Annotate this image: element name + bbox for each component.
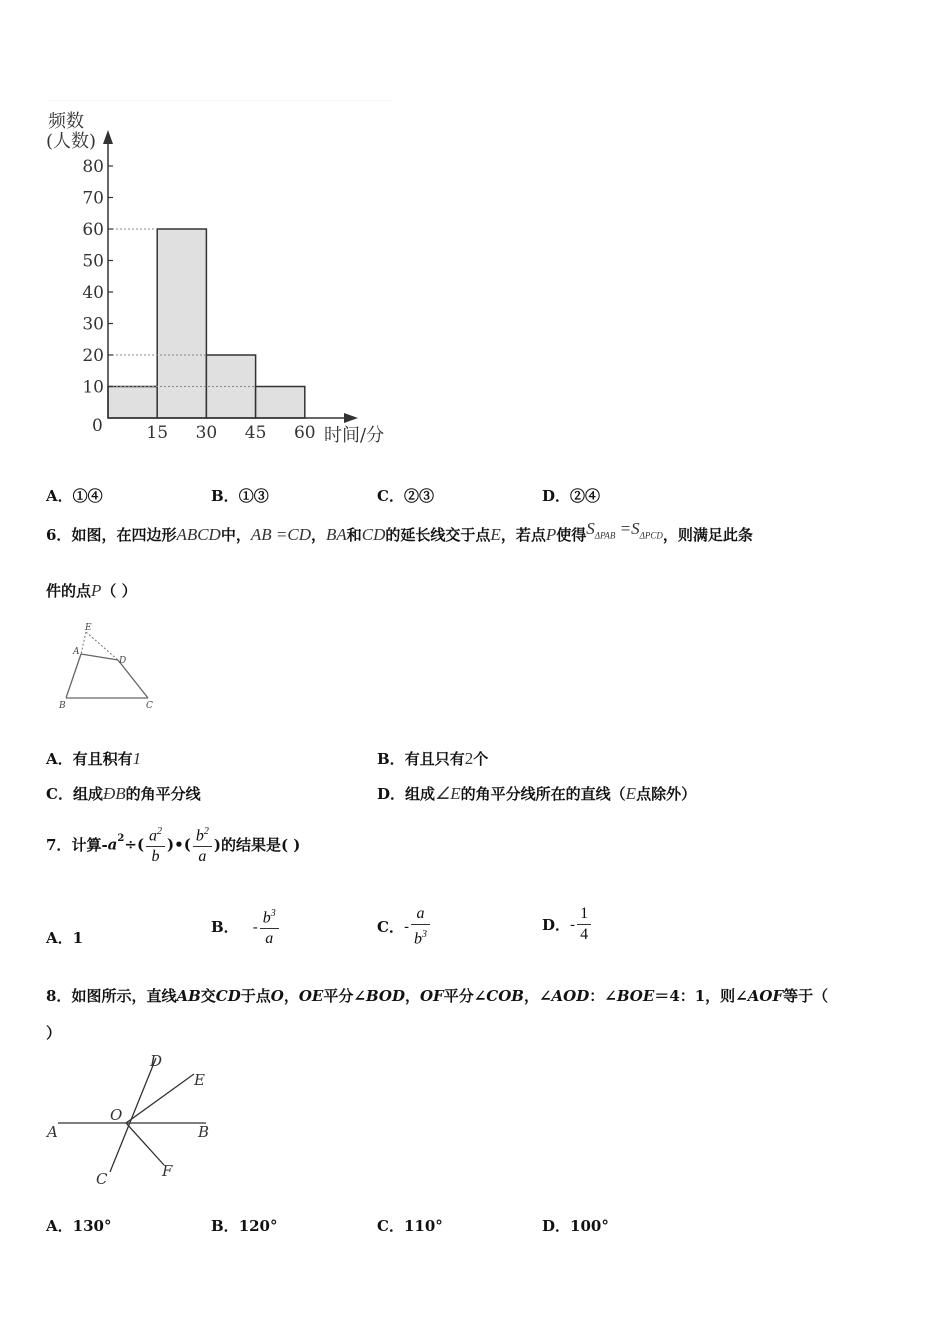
q5-option-b[interactable] <box>211 485 269 506</box>
q8-option-c[interactable] <box>377 1215 443 1236</box>
area-subscript: ΔPCD <box>639 530 663 541</box>
stem-text: 平分∠ <box>323 987 366 1005</box>
y-tick-label: 80 <box>82 157 104 177</box>
stem-text: 如图，在四边形 <box>71 526 177 544</box>
option-fraction <box>577 904 591 945</box>
option-label: A． <box>46 929 73 947</box>
histogram-bar-1 <box>108 387 157 419</box>
option-text: 100° <box>570 1217 609 1235</box>
option-label: D． <box>542 916 571 934</box>
answer-blank: （ ） <box>101 582 137 600</box>
option-text: 组成 <box>405 785 436 803</box>
denominator: 4 <box>580 926 589 943</box>
option-label: A． <box>46 1217 73 1235</box>
stem-text: ÷( <box>124 835 145 854</box>
question-number: 7． <box>46 836 72 855</box>
q6-stem-line1 <box>46 519 753 546</box>
stem-text: 平分∠ <box>443 987 487 1005</box>
stem-text: 和 <box>346 526 362 544</box>
option-label: C． <box>377 487 404 505</box>
option-label: B． <box>211 918 239 937</box>
q7-option-d[interactable] <box>542 904 593 945</box>
q6-option-b[interactable] <box>377 748 488 769</box>
math-e: E <box>490 525 501 544</box>
stem-text: ， <box>283 987 299 1005</box>
denominator: b <box>151 848 160 866</box>
math-area-equation <box>586 519 663 541</box>
q6-option-c[interactable] <box>46 783 201 804</box>
y-axis-label-2: (人数) <box>46 131 97 152</box>
exponent: 2 <box>203 826 209 837</box>
y-tick-label: 50 <box>82 251 104 272</box>
math-cd: CD <box>215 987 241 1005</box>
y-tick-label: 20 <box>82 346 104 366</box>
question-number: 6． <box>46 526 72 544</box>
stem-text: ＝4：1，则∠ <box>654 987 748 1005</box>
x-tick-label: 45 <box>244 423 267 443</box>
q8-option-b[interactable] <box>211 1215 278 1236</box>
fraction-b2-over-a <box>193 822 212 867</box>
math-p: P <box>91 581 102 600</box>
math-aof: AOF <box>747 987 784 1005</box>
stem-text: ， <box>310 526 326 544</box>
option-text: ①③ <box>238 487 269 505</box>
option-label: C． <box>377 1217 404 1235</box>
numerator: a <box>411 904 430 925</box>
option-fraction <box>411 904 430 949</box>
option-fraction <box>260 904 279 949</box>
point-a-label: A <box>47 1123 58 1141</box>
option-text: 组成 <box>72 785 103 803</box>
point-c-label: C <box>146 701 153 711</box>
option-math: 1 <box>132 749 142 768</box>
histogram-bar-2 <box>157 229 206 418</box>
option-text: 个 <box>473 750 489 768</box>
option-text: ②③ <box>403 487 434 505</box>
q8-option-a[interactable] <box>46 1215 111 1236</box>
x-tick-label: 60 <box>293 423 316 443</box>
stem-text: ，若点 <box>500 526 546 544</box>
math-ab: AB <box>176 987 201 1005</box>
q5-option-a[interactable] <box>46 485 103 506</box>
math-p: P <box>545 525 557 544</box>
option-text: 的角平分线所在的直线（ <box>460 785 626 803</box>
minus-sign: - <box>570 915 576 934</box>
intersecting-lines-figure <box>44 1050 224 1190</box>
q6-option-a[interactable] <box>46 748 141 769</box>
math-boe: BOE <box>616 987 655 1005</box>
y-tick-label: 70 <box>82 188 104 209</box>
option-math: 2 <box>464 749 474 768</box>
math-ab-eq-cd: AB =CD <box>250 525 311 544</box>
option-text: ①④ <box>72 487 103 505</box>
option-text: 点除外） <box>636 785 697 803</box>
math-o: O <box>270 987 284 1005</box>
option-text: 1 <box>72 929 84 947</box>
exponent: 3 <box>270 908 276 919</box>
point-e-label: E <box>85 623 92 633</box>
x-tick-label: 15 <box>146 423 169 443</box>
stem-text: 使得 <box>556 526 587 544</box>
area-symbol: S <box>586 519 595 538</box>
stem-text: ，则满足此条 <box>662 526 753 544</box>
stem-text: ：∠ <box>589 987 617 1005</box>
math-cob: COB <box>486 987 524 1005</box>
denominator: a <box>198 848 207 866</box>
math-of: OF <box>419 987 444 1005</box>
math-a: a <box>107 835 118 854</box>
option-label: A． <box>46 487 73 505</box>
q6-stem-line2 <box>46 580 137 601</box>
point-b-label: B <box>59 701 66 711</box>
option-text: 有且积有 <box>72 750 133 768</box>
option-text: 有且只有 <box>404 750 465 768</box>
stem-text: )•( <box>167 835 191 854</box>
q7-option-c[interactable] <box>377 904 432 949</box>
numerator: b <box>195 827 204 845</box>
option-label: C． <box>46 785 73 803</box>
point-c-label: C <box>96 1170 108 1188</box>
y-tick-label: 40 <box>82 283 104 303</box>
q5-option-d[interactable] <box>542 485 600 506</box>
stem-text: ， <box>404 987 420 1005</box>
histogram-bar-4 <box>256 387 305 419</box>
option-text: 120° <box>238 1217 278 1235</box>
stem-text: 件的点 <box>46 582 92 600</box>
math-ba: BA <box>325 525 347 544</box>
histogram-chart <box>40 100 400 455</box>
option-math: ∠E <box>435 784 461 803</box>
x-tick-label: 30 <box>195 423 218 443</box>
option-label: B． <box>377 750 405 768</box>
q8-stem-line1 <box>46 985 828 1006</box>
point-d-label: D <box>119 656 127 666</box>
stem-text: ，∠ <box>523 987 552 1005</box>
numerator: 1 <box>577 904 591 925</box>
math-cd: CD <box>361 525 386 544</box>
x-axis-label: 时间/分 <box>324 425 385 446</box>
y-tick-label: 60 <box>82 220 104 240</box>
stem-text: 于点 <box>240 987 271 1005</box>
stem-text: 等于（ <box>783 987 829 1005</box>
point-f-label: F <box>162 1162 173 1180</box>
exponent: 2 <box>157 826 163 837</box>
denominator: a <box>265 930 274 948</box>
numerator: a <box>149 827 158 845</box>
math-oe: OE <box>298 987 324 1005</box>
question-number: 8． <box>46 987 72 1005</box>
option-label: D． <box>377 785 406 803</box>
q8-option-d[interactable] <box>542 1215 609 1236</box>
math-aod: AOD <box>551 987 590 1005</box>
option-label: A． <box>46 750 73 768</box>
q5-option-c[interactable] <box>377 485 434 506</box>
y-axis-label-1: 频数 <box>48 111 84 132</box>
stem-text: 如图所示，直线 <box>71 987 177 1005</box>
minus-sign: - <box>403 917 410 936</box>
exponent: 3 <box>422 929 428 940</box>
option-math: E <box>625 784 637 803</box>
q6-option-d[interactable] <box>377 783 696 804</box>
y-tick-label: 10 <box>82 377 104 398</box>
stem-text: 的延长线交于点 <box>385 526 491 544</box>
option-text: 110° <box>403 1217 443 1235</box>
denominator: b <box>414 930 423 948</box>
option-text: 130° <box>72 1217 112 1235</box>
math-abcd: ABCD <box>176 525 221 544</box>
area-equals: =S <box>615 519 640 538</box>
numerator: b <box>262 909 271 927</box>
stem-text: 交 <box>200 987 216 1005</box>
y-tick-label: 30 <box>82 314 104 335</box>
stem-text: ） <box>46 1024 62 1042</box>
fraction-a2-over-b <box>146 822 165 867</box>
stem-text: 计算- <box>71 836 108 855</box>
minus-sign: - <box>252 917 258 936</box>
option-text: ②④ <box>570 487 601 505</box>
q8-stem-line2 <box>46 1022 61 1043</box>
point-b-label: B <box>198 1123 210 1141</box>
area-subscript: ΔPAB <box>594 530 616 541</box>
point-e-label: E <box>194 1071 205 1089</box>
stem-text: )的结果是( ) <box>213 836 301 855</box>
q7-stem <box>46 822 300 867</box>
option-math: ÐB <box>102 784 126 803</box>
option-text: 的角平分线 <box>125 785 201 803</box>
option-label: D． <box>542 1217 571 1235</box>
point-a-label: A <box>73 647 80 657</box>
point-d-label: D <box>150 1052 163 1070</box>
option-label: C． <box>377 918 404 937</box>
math-exponent: 2 <box>117 833 125 845</box>
origin-label: 0 <box>92 416 103 436</box>
x-axis-arrow <box>344 413 358 423</box>
option-label: D． <box>542 487 571 505</box>
y-axis-arrow <box>103 130 113 144</box>
math-bod: BOD <box>365 987 405 1005</box>
quadrilateral-figure <box>56 618 166 713</box>
stem-text: 中， <box>220 526 251 544</box>
option-label: B． <box>211 487 239 505</box>
option-label: B． <box>211 1217 239 1235</box>
q7-option-a[interactable] <box>46 927 83 948</box>
q7-option-b[interactable] <box>211 904 281 949</box>
point-o-label: O <box>110 1106 123 1124</box>
